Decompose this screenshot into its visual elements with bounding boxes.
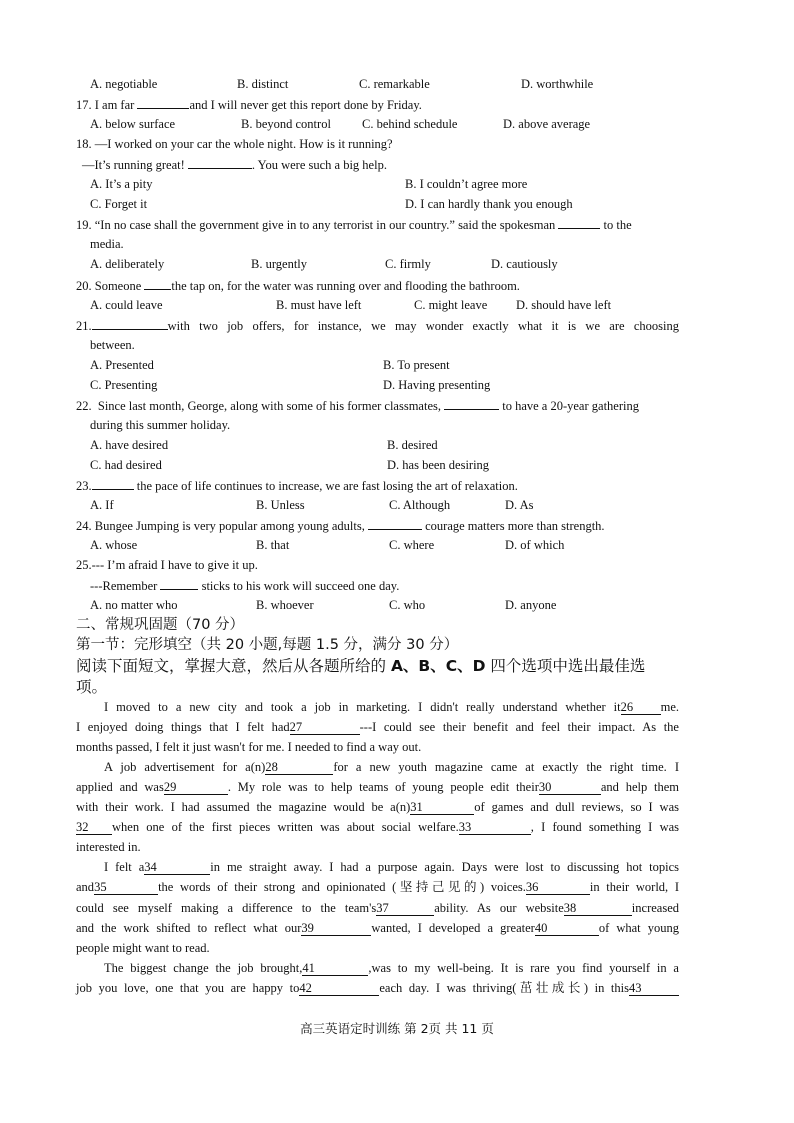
answer-blank: [144, 275, 171, 290]
q16-option-d: D. worthwhile: [521, 77, 594, 91]
q23-option-d: D. As: [505, 498, 534, 512]
passage-line: I felt a34 in me straight away. I had a purpose again. Days were lost to discussing hot topics: [104, 860, 679, 874]
answer-blank: [368, 515, 422, 530]
q19-option-b: B. urgently: [251, 257, 308, 271]
answer-blank: [92, 315, 168, 330]
blank-31: 31: [410, 800, 474, 815]
blank-35: 35: [94, 880, 158, 895]
passage-line: I enjoyed doing things that I felt had27 ---I could see their benefit and feel their impact. As the: [76, 720, 679, 734]
blank-30: 30: [539, 780, 601, 795]
blank-41: 41: [302, 961, 368, 976]
question-19-cont: media.: [90, 237, 124, 251]
q20-option-d: D. should have left: [516, 298, 612, 312]
blank-40: 40: [535, 921, 599, 936]
q17-option-c: C. behind schedule: [362, 117, 458, 131]
answer-blank: [137, 94, 189, 109]
q19-option-a: A. deliberately: [90, 257, 165, 271]
q21-option-b: B. To present: [383, 358, 450, 372]
section-subtitle: 第一节：完形填空（共 20 小题,每题 1.5 分，满分 30 分）: [76, 637, 459, 653]
blank-32: 32: [76, 820, 112, 835]
question-22-cont: during this summer holiday.: [90, 418, 231, 432]
q17-option-b: B. beyond control: [241, 117, 331, 131]
question-25-reply: ---Remember sticks to his work will succeed one day.: [90, 575, 399, 596]
q19-option-c: C. firmly: [385, 257, 431, 271]
q20-option-a: A. could leave: [90, 298, 163, 312]
q16-option-a: A. negotiable: [90, 77, 158, 91]
q22-option-a: A. have desired: [90, 438, 169, 452]
q24-option-d: D. of which: [505, 538, 565, 552]
q24-option-b: B. that: [256, 538, 290, 552]
q21-option-a: A. Presented: [90, 358, 154, 372]
q17-option-a: A. below surface: [90, 117, 176, 131]
q23-option-c: C. Although: [389, 498, 451, 512]
q24-option-a: A. whose: [90, 538, 138, 552]
passage-line: 32 when one of the first pieces written was about social welfare.33 , I found something I was: [76, 820, 680, 834]
passage-line: applied and was29 . My role was to help teams of young people edit their30 and help them: [76, 780, 680, 794]
section-instructions-cont: 项。: [76, 678, 108, 696]
passage-line: could see myself making a difference to the team's37 ability. As our website38 increased: [76, 901, 679, 915]
answer-blank: [92, 475, 134, 490]
q25-option-c: C. who: [389, 598, 426, 612]
question-17: 17. I am far and I will never get this report done by Friday.: [76, 94, 422, 115]
answer-blank: [188, 154, 252, 169]
q21-option-d: D. Having presenting: [383, 378, 491, 392]
question-19: 19. “In no case shall the government give in to any terrorist in our country.” said the spokesman to the: [76, 214, 632, 235]
blank-43: 43: [629, 981, 679, 996]
passage-line: people might want to read.: [76, 941, 210, 955]
question-20: 20. Someone the tap on, for the water was running over and flooding the bathroom.: [76, 275, 520, 296]
blank-36: 36: [526, 880, 590, 895]
q24-option-c: C. where: [389, 538, 435, 552]
blank-27: 27: [290, 720, 360, 735]
q20-option-b: B. must have left: [276, 298, 362, 312]
q20-option-c: C. might leave: [414, 298, 488, 312]
passage-line: job you love, one that you are happy to42 each day. I was thriving(茁壮成长) in this43: [76, 978, 679, 998]
blank-28: 28: [265, 760, 333, 775]
q22-option-d: D. has been desiring: [387, 458, 490, 472]
blank-39: 39: [301, 921, 371, 936]
passage-line: The biggest change the job brought,41 ,was to my well-being. It is rare you find yourself in a: [104, 961, 679, 975]
q21-option-c: C. Presenting: [90, 378, 158, 392]
blank-37: 37: [376, 901, 434, 916]
q18-option-d: D. I can hardly thank you enough: [405, 197, 573, 211]
q22-option-c: C. had desired: [90, 458, 162, 472]
q19-option-d: D. cautiously: [491, 257, 558, 271]
passage-line: A job advertisement for a(n)28 for a new youth magazine came at exactly the right time. I: [104, 760, 679, 774]
passage-line: I moved to a new city and took a job in marketing. I didn't really understand whether it26 me.: [104, 700, 679, 714]
q18-option-c: C. Forget it: [90, 197, 148, 211]
q18-option-a: A. It’s a pity: [90, 177, 153, 191]
blank-38: 38: [564, 901, 632, 916]
q16-option-c: C. remarkable: [359, 77, 430, 91]
blank-26: 26: [621, 700, 661, 715]
blank-29: 29: [164, 780, 228, 795]
q25-option-a: A. no matter who: [90, 598, 178, 612]
section-title: 二、常规巩固题（70 分）: [76, 617, 245, 633]
answer-blank: [160, 575, 198, 590]
question-21-cont: between.: [90, 338, 135, 352]
blank-42: 42: [299, 981, 379, 996]
q16-option-b: B. distinct: [237, 77, 289, 91]
passage-line: months passed, I felt it just wasn't for me. I needed to find a way out.: [76, 740, 422, 754]
q25-option-b: B. whoever: [256, 598, 314, 612]
question-23: 23. the pace of life continues to increase, we are fast losing the art of relaxation.: [76, 475, 518, 496]
section-instructions: 阅读下面短文，掌握大意，然后从各题所给的 A、B、C、D 四个选项中选出最佳选: [76, 657, 646, 675]
question-18: 18. —I worked on your car the whole night. How is it running?: [76, 137, 393, 151]
page-footer: 高三英语定时训练 第 2页 共 11 页: [300, 1021, 494, 1036]
question-25: 25.--- I’m afraid I have to give it up.: [76, 558, 258, 572]
passage-line: interested in.: [76, 840, 141, 854]
q22-option-b: B. desired: [387, 438, 438, 452]
question-24: 24. Bungee Jumping is very popular among young adults, courage matters more than strength.: [76, 515, 605, 536]
passage-line: and the work shifted to reflect what our39 wanted, I developed a greater40 of what young: [76, 921, 679, 935]
q18-option-b: B. I couldn’t agree more: [405, 177, 528, 191]
q25-option-d: D. anyone: [505, 598, 557, 612]
question-18-reply: —It’s running great! . You were such a big help.: [82, 154, 387, 175]
answer-blank: [558, 214, 600, 229]
blank-34: 34: [144, 860, 210, 875]
passage-line: and35 the words of their strong and opinionated (坚持己见的) voices.36 in their world, I: [76, 880, 679, 894]
q17-option-d: D. above average: [503, 117, 591, 131]
q23-option-b: B. Unless: [256, 498, 305, 512]
question-22: 22. Since last month, George, along with some of his former classmates, to have a 20-year gathering: [76, 395, 639, 416]
answer-blank: [444, 395, 499, 410]
question-21: 21. with two job offers, for instance, we may wonder exactly what it is we are choosing: [76, 315, 679, 336]
passage-line: with their work. I had assumed the magazine would be a(n)31 of games and dull reviews, so I was: [76, 800, 679, 814]
q23-option-a: A. If: [90, 498, 114, 512]
blank-33: 33: [459, 820, 531, 835]
